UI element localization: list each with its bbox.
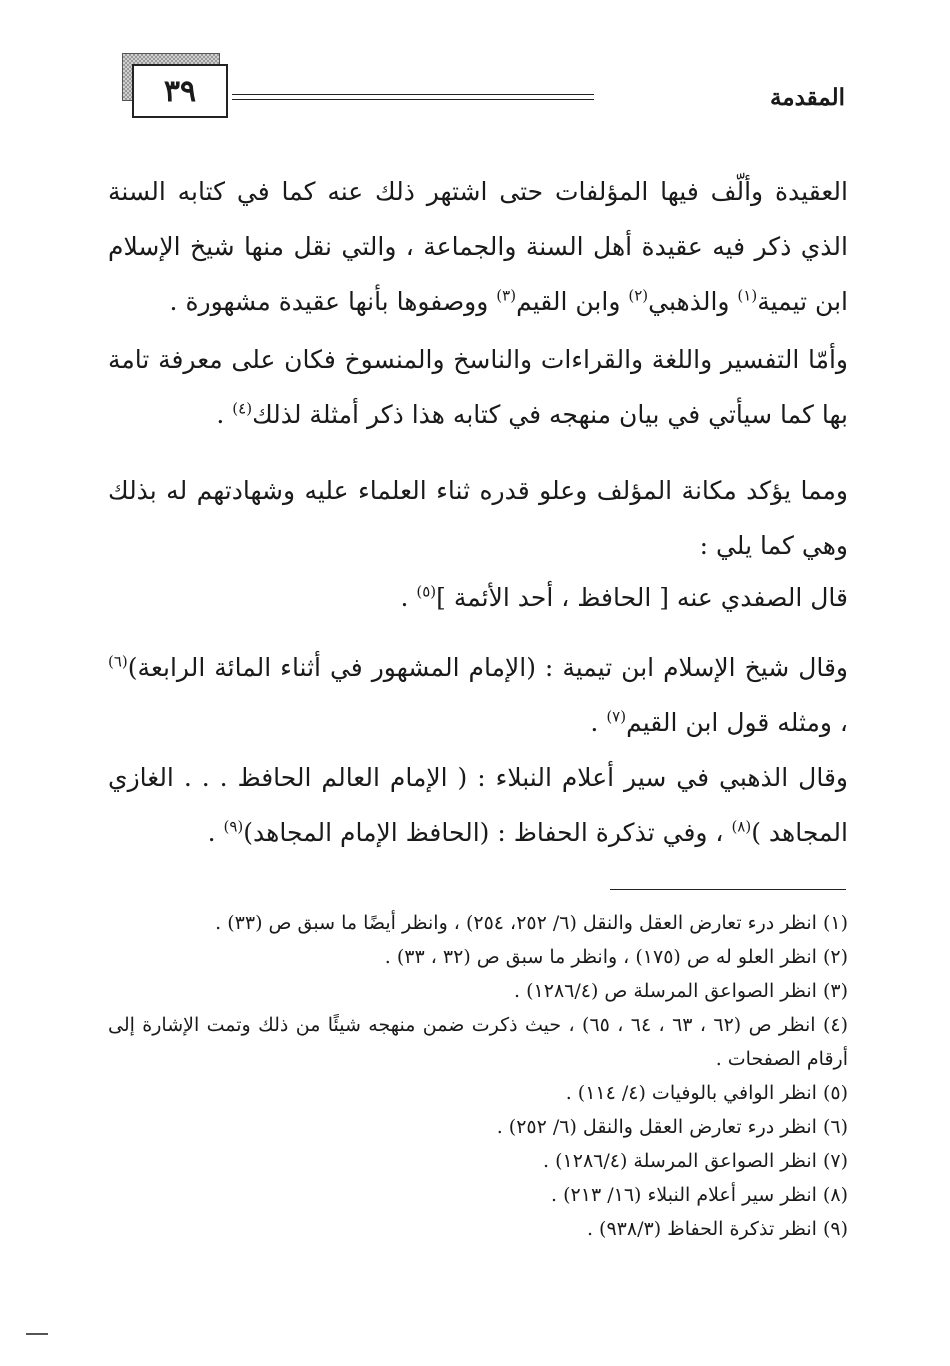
running-title: المقدمة	[769, 84, 845, 111]
footnote-separator	[610, 889, 846, 890]
header-rule	[232, 94, 594, 95]
paragraph-text: وقال شيخ الإسلام ابن تيمية : (الإمام المشهور في أثناء المائة الرابعة)	[127, 653, 848, 682]
footnote-ref: (٩)	[223, 817, 244, 836]
footnote-ref: (١)	[737, 286, 758, 305]
paragraph-text: .	[207, 818, 224, 847]
scan-mark	[26, 1333, 48, 1335]
header-rule	[232, 99, 594, 100]
footnote-item: (٧) انظر الصواعق المرسلة (١٢٨٦/٤) .	[543, 1150, 848, 1172]
footnote-item: (٨) انظر سير أعلام النبلاء (١٦/ ٢١٣) .	[551, 1184, 848, 1206]
paragraph-text: وأمّا التفسير واللغة والقراءات والناسخ والمنسوخ فكان على معرفة تامة بها كما سيأتي في بيان منهجه في كتابه هذا ذكر أمثلة لذلك	[108, 345, 848, 429]
paragraph-text: .	[400, 583, 417, 612]
footnote-ref: (٧)	[606, 707, 627, 726]
paragraph-text: ومما يؤكد مكانة المؤلف وعلو قدره ثناء العلماء عليه وشهادتهم له بذلك وهي كما يلي :	[108, 476, 848, 560]
paragraph-text: .	[590, 708, 607, 737]
footnote-ref: (٢)	[628, 286, 649, 305]
footnote-item: (١) انظر درء تعارض العقل والنقل (٦/ ٢٥٢، ٢٥٤) ، وانظر أيضًا ما سبق ص (٣٣) .	[215, 912, 848, 934]
footnote-item: (٤) انظر ص (٦٢ ، ٦٣ ، ٦٤ ، ٦٥) ، حيث ذكرت ضمن منهجه شيئًا من ذلك وتمت الإشارة إلى أرقام الصفحات .	[108, 1014, 848, 1070]
body-paragraph	[108, 750, 848, 860]
footnote-ref: (٦)	[108, 652, 128, 671]
footnote-item: (٩) انظر تذكرة الحفاظ (٩٣٨/٣) .	[586, 1218, 848, 1240]
paragraph-text: قال الصفدي عنه [ الحافظ ، أحد الأئمة ]	[436, 583, 848, 612]
body-paragraph	[108, 570, 848, 625]
footnotes	[108, 906, 848, 1246]
footnote-ref: (٨)	[731, 817, 752, 836]
footnote-item: (٣) انظر الصواعق المرسلة ص (١٢٨٦/٤) .	[514, 980, 848, 1002]
footnote-ref: (٣)	[496, 286, 517, 305]
body-paragraph	[108, 164, 848, 329]
paragraph-text: وابن القيم	[516, 287, 629, 316]
footnote-ref: (٤)	[232, 399, 253, 418]
footnote-item: (٥) انظر الوافي بالوفيات (٤/ ١١٤) .	[565, 1082, 848, 1104]
body-paragraph	[108, 640, 848, 750]
footnote-item: (٦) انظر درء تعارض العقل والنقل (٦/ ٢٥٢) .	[496, 1116, 848, 1138]
paragraph-text: والذهبي	[648, 287, 738, 316]
paragraph-text: ووصفوها بأنها عقيدة مشهورة .	[169, 287, 497, 316]
body-paragraph	[108, 332, 848, 442]
footnote-item: (٢) انظر العلو له ص (١٧٥) ، وانظر ما سبق ص (٣٢ ، ٣٣) .	[384, 946, 848, 968]
paragraph-text: ، ومثله قول ابن القيم	[626, 708, 848, 737]
body-paragraph	[108, 463, 848, 573]
paragraph-text: ، وفي تذكرة الحفاظ : (الحافظ الإمام المجاهد)	[243, 818, 732, 847]
paragraph-text: .	[216, 400, 233, 429]
paragraph-text: العقيدة وألّف فيها المؤلفات حتى اشتهر ذلك عنه كما في كتابه السنة الذي ذكر فيه عقيدة أهل السنة والجماعة ، والتي نقل منها شيخ الإسلام ابن تيمية	[108, 177, 848, 316]
footnote-ref: (٥)	[416, 582, 437, 601]
paragraph-text: وقال الذهبي في سير أعلام النبلاء : ( الإمام العالم الحافظ . . . الغازي المجاهد )	[108, 763, 848, 847]
page-number: ٣٩	[132, 64, 228, 118]
